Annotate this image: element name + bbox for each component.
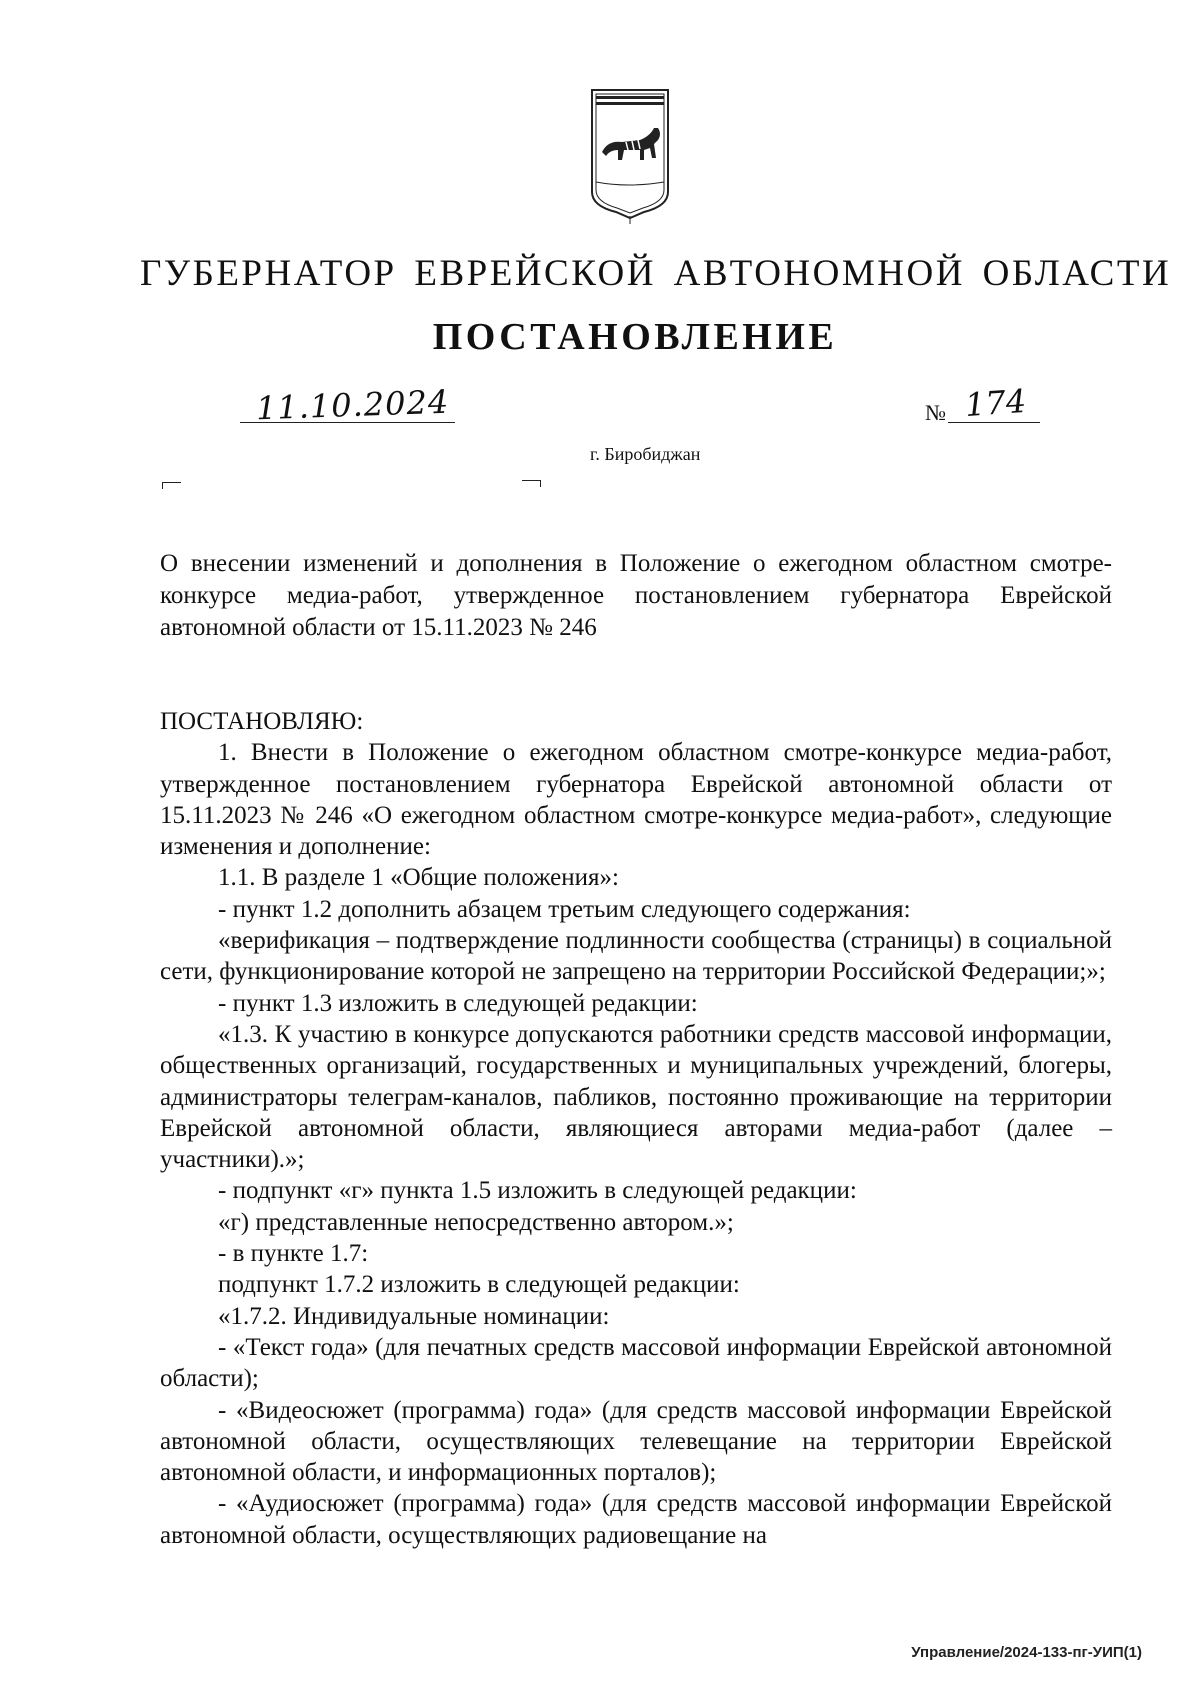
subject-corner-left: [162, 482, 181, 489]
paragraph: - «Текст года» (для печатных средств массовой информации Еврейской автономной области);: [160, 1333, 1112, 1393]
tiger-coat-of-arms-icon: [588, 84, 672, 224]
document-date: 11.10.2024: [255, 382, 450, 428]
paragraph: - «Видеосюжет (программа) года» (для средств массовой информации Еврейской автономной области, осуществляющих телевещание на территории Еврейской автономной области, и информационных порталов);: [160, 1396, 1112, 1487]
paragraph: «1.3. К участию в конкурсе допускаются работники средств массовой информации, общественных организаций, государственных и муниципальных учреждений, блогеры, администраторы телеграм-каналов, пабликов, постоянно проживающие на территории Еврейской автономной области, являющиеся авторами медиа-работ (далее – участники).»;: [160, 1020, 1112, 1174]
paragraph: - в пункте 1.7:: [218, 1240, 369, 1268]
paragraph: «верификация – подтверждение подлинности сообщества (страницы) в социальной сети, функционирование которой не запрещено на территории Российской Федерации;»;: [160, 927, 1112, 986]
document-number: 174: [963, 381, 1028, 425]
paragraph: - «Аудиосюжет (программа) года» (для средств массовой информации Еврейской автономной области, осуществляющих радиовещание на: [160, 1490, 1112, 1549]
subject-corner-right: [522, 480, 541, 487]
paragraph: - подпункт «г» пункта 1.5 изложить в следующей редакции:: [218, 1177, 857, 1205]
number-underline: [948, 422, 1040, 423]
number-sign: №: [925, 400, 946, 425]
paragraph: - пункт 1.3 изложить в следующей редакции:: [218, 989, 698, 1017]
paragraph: «г) представленные непосредственно автором.»;: [218, 1208, 734, 1236]
resolve-heading: ПОСТАНОВЛЯЮ:: [160, 708, 364, 735]
paragraph: - пункт 1.2 дополнить абзацем третьим следующего содержания:: [218, 895, 911, 923]
document-subject: О внесении изменений и дополнения в Положение о ежегодном областном смотре-конкурсе медиа-работ, утвержденное постановлением губернатора Еврейской автономной области от 15.11.2023 № 246: [160, 550, 1112, 641]
document-type: ПОСТАНОВЛЕНИЕ: [432, 316, 838, 358]
city: г. Биробиджан: [590, 444, 701, 464]
paragraph: 1. Внести в Положение о ежегодном областном смотре-конкурсе медиа-работ, утвержденное постановлением губернатора Еврейской автономной области от 15.11.2023 № 246 «О ежегодном областном смотре-конкурсе медиа-работ», следующие изменения и дополнение:: [160, 739, 1112, 861]
date-underline: [240, 422, 455, 423]
issuing-authority: ГУБЕРНАТОР ЕВРЕЙСКОЙ АВТОНОМНОЙ ОБЛАСТИ: [140, 253, 1172, 294]
document-reference: Управление/2024-133-пг-УИП(1): [911, 1644, 1142, 1661]
paragraph: 1.1. В разделе 1 «Общие положения»:: [218, 864, 619, 892]
paragraph: «1.7.2. Индивидуальные номинации:: [218, 1302, 610, 1330]
document-body: [160, 706, 1112, 1551]
paragraph: подпункт 1.7.2 изложить в следующей редакции:: [218, 1271, 740, 1299]
